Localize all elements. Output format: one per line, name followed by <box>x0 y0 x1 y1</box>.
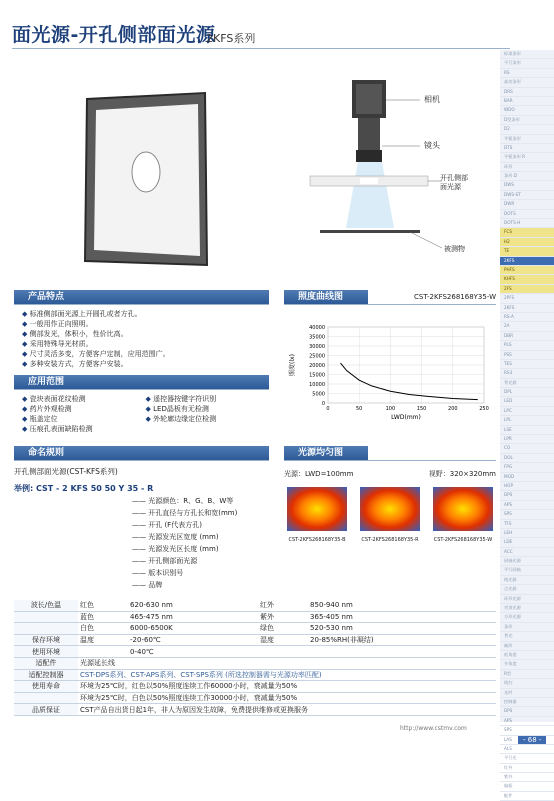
sidebar-item[interactable]: 条形 D <box>500 172 554 181</box>
page-title: 面光源-开孔侧部面光源 <box>12 24 216 46</box>
x-tick-label: 250 <box>479 406 489 412</box>
sidebar-item[interactable]: R型 <box>500 670 554 679</box>
x-tick-label: 0 <box>326 406 330 412</box>
applications-list <box>14 394 269 434</box>
naming-item: —— 光源颜色：R、G、B、W等 <box>132 497 234 505</box>
spec-cell: 620-630 nm <box>128 600 258 611</box>
sidebar-item[interactable]: DTS <box>500 144 554 153</box>
sidebar-item[interactable]: ACC <box>500 548 554 557</box>
sidebar-item[interactable]: 碗形 <box>500 642 554 651</box>
naming-item: —— 版本识别号 <box>132 569 184 577</box>
naming-item: —— 光源发光区宽度 (mm) <box>132 533 219 541</box>
sidebar-item[interactable]: DPL <box>500 388 554 397</box>
spec-row <box>14 623 496 635</box>
y-tick-label: 25000 <box>309 353 325 360</box>
spec-value: CST-DPS系列、CST-APS系列、CST-SPS系列 (所选控制器需与光源功率匹配) <box>78 669 496 681</box>
sidebar-item[interactable]: SPS <box>500 510 554 519</box>
sidebar-item[interactable]: LPC <box>500 407 554 416</box>
spec-row <box>14 646 496 658</box>
spec-value: CST产品自出货日起1年，非人为原因发生故障，免费提供维修或更换服务 <box>78 704 496 716</box>
sidebar-item[interactable]: 2FS <box>500 285 554 294</box>
spec-cell: 紫外 <box>258 611 308 623</box>
spec-row <box>14 692 496 704</box>
spec-row <box>14 634 496 646</box>
spec-row <box>14 611 496 623</box>
curve-section <box>284 290 496 429</box>
features-list <box>14 309 269 369</box>
spec-cell <box>14 623 78 635</box>
x-tick-label: 200 <box>448 406 458 412</box>
spec-cell: 6000-6500K <box>128 623 258 635</box>
sidebar-item[interactable]: CO <box>500 444 554 453</box>
spec-cell: 红外 <box>258 600 308 611</box>
sidebar-item[interactable]: 点光源 <box>500 585 554 594</box>
curve-header: 照度曲线图 <box>284 290 368 304</box>
sidebar-item[interactable]: RS3 <box>500 369 554 378</box>
sidebar-item[interactable]: 紫外 <box>500 773 554 782</box>
sidebar-item[interactable]: ALS <box>500 745 554 754</box>
sidebar-item[interactable]: 背光源 <box>500 379 554 388</box>
sidebar-item[interactable]: DPS <box>500 707 554 716</box>
spec-cell: 绿色 <box>258 623 308 635</box>
uniformity-panel <box>284 487 350 543</box>
naming-header: 命名规则 <box>14 446 269 460</box>
y-tick-label: 10000 <box>309 382 325 388</box>
spec-row <box>14 657 496 669</box>
feature-item: ◆ 采用特殊导光材质。 <box>22 340 93 348</box>
sidebar-item[interactable]: 2A <box>500 322 554 331</box>
sidebar-item[interactable]: DBR <box>500 332 554 341</box>
sidebar-item[interactable]: APS <box>500 501 554 510</box>
x-tick-label: 150 <box>416 406 427 412</box>
sidebar-item[interactable]: LPR <box>500 435 554 444</box>
sidebar-item[interactable]: TES <box>500 360 554 369</box>
spec-cell: 保存环境 <box>14 634 78 646</box>
sidebar-item[interactable]: 2PFS <box>500 294 554 303</box>
sidebar-item[interactable]: 线扫 <box>500 679 554 688</box>
uniformity-label: CST-2KFS268168Y35-B <box>288 537 346 543</box>
spec-key: 适配控制器 <box>14 669 78 681</box>
y-tick-label: 30000 <box>309 344 325 350</box>
spec-cell: -20-60℃ <box>128 634 258 646</box>
spec-row <box>14 669 496 681</box>
sidebar-item[interactable]: 线光源 <box>500 576 554 585</box>
uniformity-label: CST-2KFS268168Y35-W <box>433 537 493 543</box>
spec-cell: 520-530 nm <box>308 623 496 635</box>
application-item: ◆ 瓶盖定位 <box>22 415 58 423</box>
sidebar-item[interactable]: TFS <box>500 520 554 529</box>
sidebar-item[interactable]: LSE <box>500 426 554 435</box>
feature-item: ◆ 尺寸灵活多变，方便客户定制，应用范围广。 <box>22 350 170 358</box>
lens-label: 镜头 <box>424 141 440 150</box>
product-photo <box>82 90 210 268</box>
y-tick-label: 35000 <box>309 334 325 341</box>
sidebar-item[interactable]: D2 <box>500 125 554 134</box>
illuminance-series <box>340 363 477 399</box>
naming-item: —— 品牌 <box>132 581 163 589</box>
sidebar-item[interactable]: LED <box>500 397 554 406</box>
sidebar-item[interactable]: 平行光 <box>500 754 554 763</box>
spec-table <box>14 600 496 716</box>
spec-cell: 湿度 <box>258 634 308 646</box>
uniformity-section <box>284 446 496 543</box>
uniformity-heatmap <box>433 487 493 531</box>
spec-cell: 465-475 nm <box>128 611 258 623</box>
setup-diagram <box>290 80 510 280</box>
features-section <box>14 290 269 369</box>
sidebar-item[interactable]: 环形 <box>500 163 554 172</box>
title-divider <box>12 48 510 49</box>
x-tick-label: 100 <box>385 406 396 412</box>
naming-item: —— 光源发光区长度 (mm) <box>132 545 219 553</box>
sidebar-item[interactable]: PHFS <box>500 266 554 275</box>
sidebar-item[interactable]: LPL <box>500 416 554 425</box>
y-axis-label: 照度(lx) <box>289 354 296 376</box>
y-tick-label: 15000 <box>309 372 325 379</box>
sidebar-item[interactable]: 低角度 <box>500 651 554 660</box>
spec-value: 光源延长线 <box>78 657 496 669</box>
sidebar-item[interactable]: DPS <box>500 491 554 500</box>
sidebar-item[interactable]: D型条形 <box>500 116 554 125</box>
sidebar-item[interactable]: 红外 <box>500 764 554 773</box>
spec-cell: 0-40℃ <box>128 646 258 658</box>
sidebar-item[interactable]: PSS <box>500 351 554 360</box>
example-label: 举例: <box>14 484 34 493</box>
sidebar-item[interactable]: 偏振 <box>500 782 554 791</box>
spec-cell: 850-940 nm <box>308 600 496 611</box>
sidebar-item[interactable]: SPS <box>500 726 554 735</box>
uniformity-panel <box>357 487 423 543</box>
spec-cell <box>308 646 496 658</box>
uniformity-heatmap <box>287 487 347 531</box>
spec-cell: 波长/色温 <box>14 600 78 611</box>
spec-cell <box>14 611 78 623</box>
application-item: ◆ 药片外观检测 <box>22 405 72 413</box>
sidebar-item[interactable]: LDE <box>500 538 554 547</box>
sidebar-item[interactable]: 光纤 <box>500 689 554 698</box>
spec-value: 环境为25℃时，白色以50%照度连续工作30000小时，衰减量为50% <box>78 692 496 704</box>
applications-section <box>14 375 269 434</box>
y-tick-label: 20000 <box>309 363 325 369</box>
sidebar-item[interactable]: DWS <box>500 181 554 190</box>
light-label: 开孔侧部 面光源 <box>440 174 468 191</box>
spec-row <box>14 704 496 716</box>
sidebar-item[interactable]: 多角度 <box>500 660 554 669</box>
spec-cell: 蓝色 <box>78 611 128 623</box>
naming-item: —— 开孔侧部面光源 <box>132 557 198 565</box>
spec-key: 使用寿命 <box>14 681 78 693</box>
sidebar-item[interactable]: 穹顶光源 <box>500 604 554 613</box>
spec-key: 适配件 <box>14 657 78 669</box>
spec-cell: 365-405 nm <box>308 611 496 623</box>
feature-item: ◆ 标准侧部面光源上开圆孔或者方孔。 <box>22 310 142 318</box>
sidebar-item[interactable]: 2KFS <box>500 304 554 313</box>
sidebar-item[interactable]: 平行条形 <box>500 59 554 68</box>
illuminance-chart <box>284 305 496 425</box>
sidebar-item[interactable]: 背光 <box>500 632 554 641</box>
sidebar-item[interactable]: 配件 <box>500 792 554 801</box>
sidebar-item[interactable]: 平板条形 <box>500 135 554 144</box>
spec-row <box>14 681 496 693</box>
application-item: ◆ LED晶板有无检测 <box>145 405 209 413</box>
spec-cell: 使用环境 <box>14 646 78 658</box>
sidebar-item[interactable]: APS <box>500 717 554 726</box>
spec-value: 环境为25℃时，红色以50%照度连续工作60000小时，衰减量为50% <box>78 681 496 693</box>
features-header: 产品特点 <box>14 290 269 304</box>
sidebar-item[interactable]: 平板条形 R <box>500 153 554 162</box>
page-number: - 68 - <box>518 735 546 745</box>
spec-cell: 白色 <box>78 623 128 635</box>
application-item: ◆ 外轮廓边缘定位检测 <box>145 415 217 423</box>
applications-header: 应用范围 <box>14 375 269 389</box>
sidebar-item[interactable]: 方形光源 <box>500 613 554 622</box>
sidebar-item[interactable]: TE <box>500 247 554 256</box>
spec-key: 品质保证 <box>14 704 78 716</box>
sidebar-item[interactable]: DOL <box>500 454 554 463</box>
sidebar-item[interactable]: 高亮条形 <box>500 78 554 87</box>
naming-items <box>14 496 269 596</box>
feature-item: ◆ 侧部发光，体积小，性价比高。 <box>22 330 128 338</box>
uniformity-heatmap <box>360 487 420 531</box>
naming-caption: 开孔侧部面光源(CST-KFS系列) <box>14 467 118 476</box>
spec-cell: 温度 <box>78 634 128 646</box>
sidebar-item[interactable]: WDO <box>500 106 554 115</box>
application-item: ◆ 压痕孔表面缺陷检测 <box>22 425 93 433</box>
sidebar-item[interactable]: H2 <box>500 238 554 247</box>
naming-item: —— 开孔直径与方孔长和宽(mm) <box>132 509 238 517</box>
sidebar-item[interactable]: LAS <box>500 736 554 745</box>
sidebar-item[interactable]: RS <box>500 69 554 78</box>
sidebar-item[interactable]: 标准条形 <box>500 50 554 59</box>
sidebar-item[interactable]: 环形光源 <box>500 595 554 604</box>
spec-row <box>14 600 496 611</box>
spec-cell <box>78 646 128 658</box>
spec-cell: 红色 <box>78 600 128 611</box>
naming-item: —— 开孔 (F代表方孔) <box>132 521 202 529</box>
uniformity-lwd: 光源：LWD=100mm <box>284 470 354 478</box>
sidebar-item[interactable]: 控制器 <box>500 698 554 707</box>
x-tick-label: 50 <box>356 406 363 412</box>
y-tick-label: 0 <box>321 401 325 407</box>
sidebar-item[interactable]: PLS <box>500 341 554 350</box>
uniformity-label: CST-2KFS268168Y35-R <box>361 537 419 543</box>
y-tick-label: 40000 <box>309 325 325 331</box>
spec-cell <box>258 646 308 658</box>
uniformity-panel <box>430 487 496 543</box>
sidebar-item[interactable]: BAR <box>500 97 554 106</box>
sidebar-item[interactable]: DWR <box>500 200 554 209</box>
sidebar-item[interactable]: KHFS <box>500 275 554 284</box>
uniformity-fov: 视野：320×320mm <box>428 470 496 478</box>
sidebar-item[interactable]: DRS <box>500 88 554 97</box>
application-item: ◆ 遥控器按键字符识别 <box>145 395 217 403</box>
uniformity-images <box>284 487 496 543</box>
sidebar-item[interactable]: 同轴光源 <box>500 557 554 566</box>
sidebar-item[interactable]: FCS <box>500 228 554 237</box>
sidebar-item[interactable]: DWS-ST <box>500 191 554 200</box>
spec-cell: 20-85%RH(非凝结) <box>308 634 496 646</box>
footer-url: http://www.cstmv.com <box>400 725 467 732</box>
y-tick-label: 5000 <box>312 391 325 398</box>
example-code: CST - 2 KFS 50 50 Y 35 - R <box>36 484 154 493</box>
curve-model: CST-2KFS268168Y35-W <box>414 293 496 301</box>
feature-item: ◆ 多种安装方式，方便客户安装。 <box>22 360 128 368</box>
naming-section <box>14 446 269 596</box>
sidebar-item[interactable]: DOTS-H <box>500 219 554 228</box>
sidebar-item[interactable]: 条形 <box>500 623 554 632</box>
sidebar-item[interactable]: LEH <box>500 529 554 538</box>
camera-label: 相机 <box>424 95 440 104</box>
spec-key <box>14 692 78 704</box>
feature-item: ◆ 一般用作正向照明。 <box>22 320 93 328</box>
sidebar-item[interactable]: 平行同轴 <box>500 566 554 575</box>
object-label: 被测物 <box>444 245 465 253</box>
sidebar-item[interactable]: RS-A <box>500 313 554 322</box>
application-item: ◆ 瓷块表面花纹检测 <box>22 395 86 403</box>
sidebar-item[interactable]: DOTS <box>500 210 554 219</box>
page-subtitle: 2KFS系列 <box>206 32 256 45</box>
sidebar-item[interactable]: 2KFS <box>500 257 554 266</box>
x-axis-label: LWD(mm) <box>391 414 421 421</box>
sidebar-item[interactable]: MOD <box>500 473 554 482</box>
sidebar-item[interactable]: HOP <box>500 482 554 491</box>
uniformity-header: 光源均匀图 <box>284 446 368 460</box>
sidebar-item[interactable]: FPG <box>500 463 554 472</box>
